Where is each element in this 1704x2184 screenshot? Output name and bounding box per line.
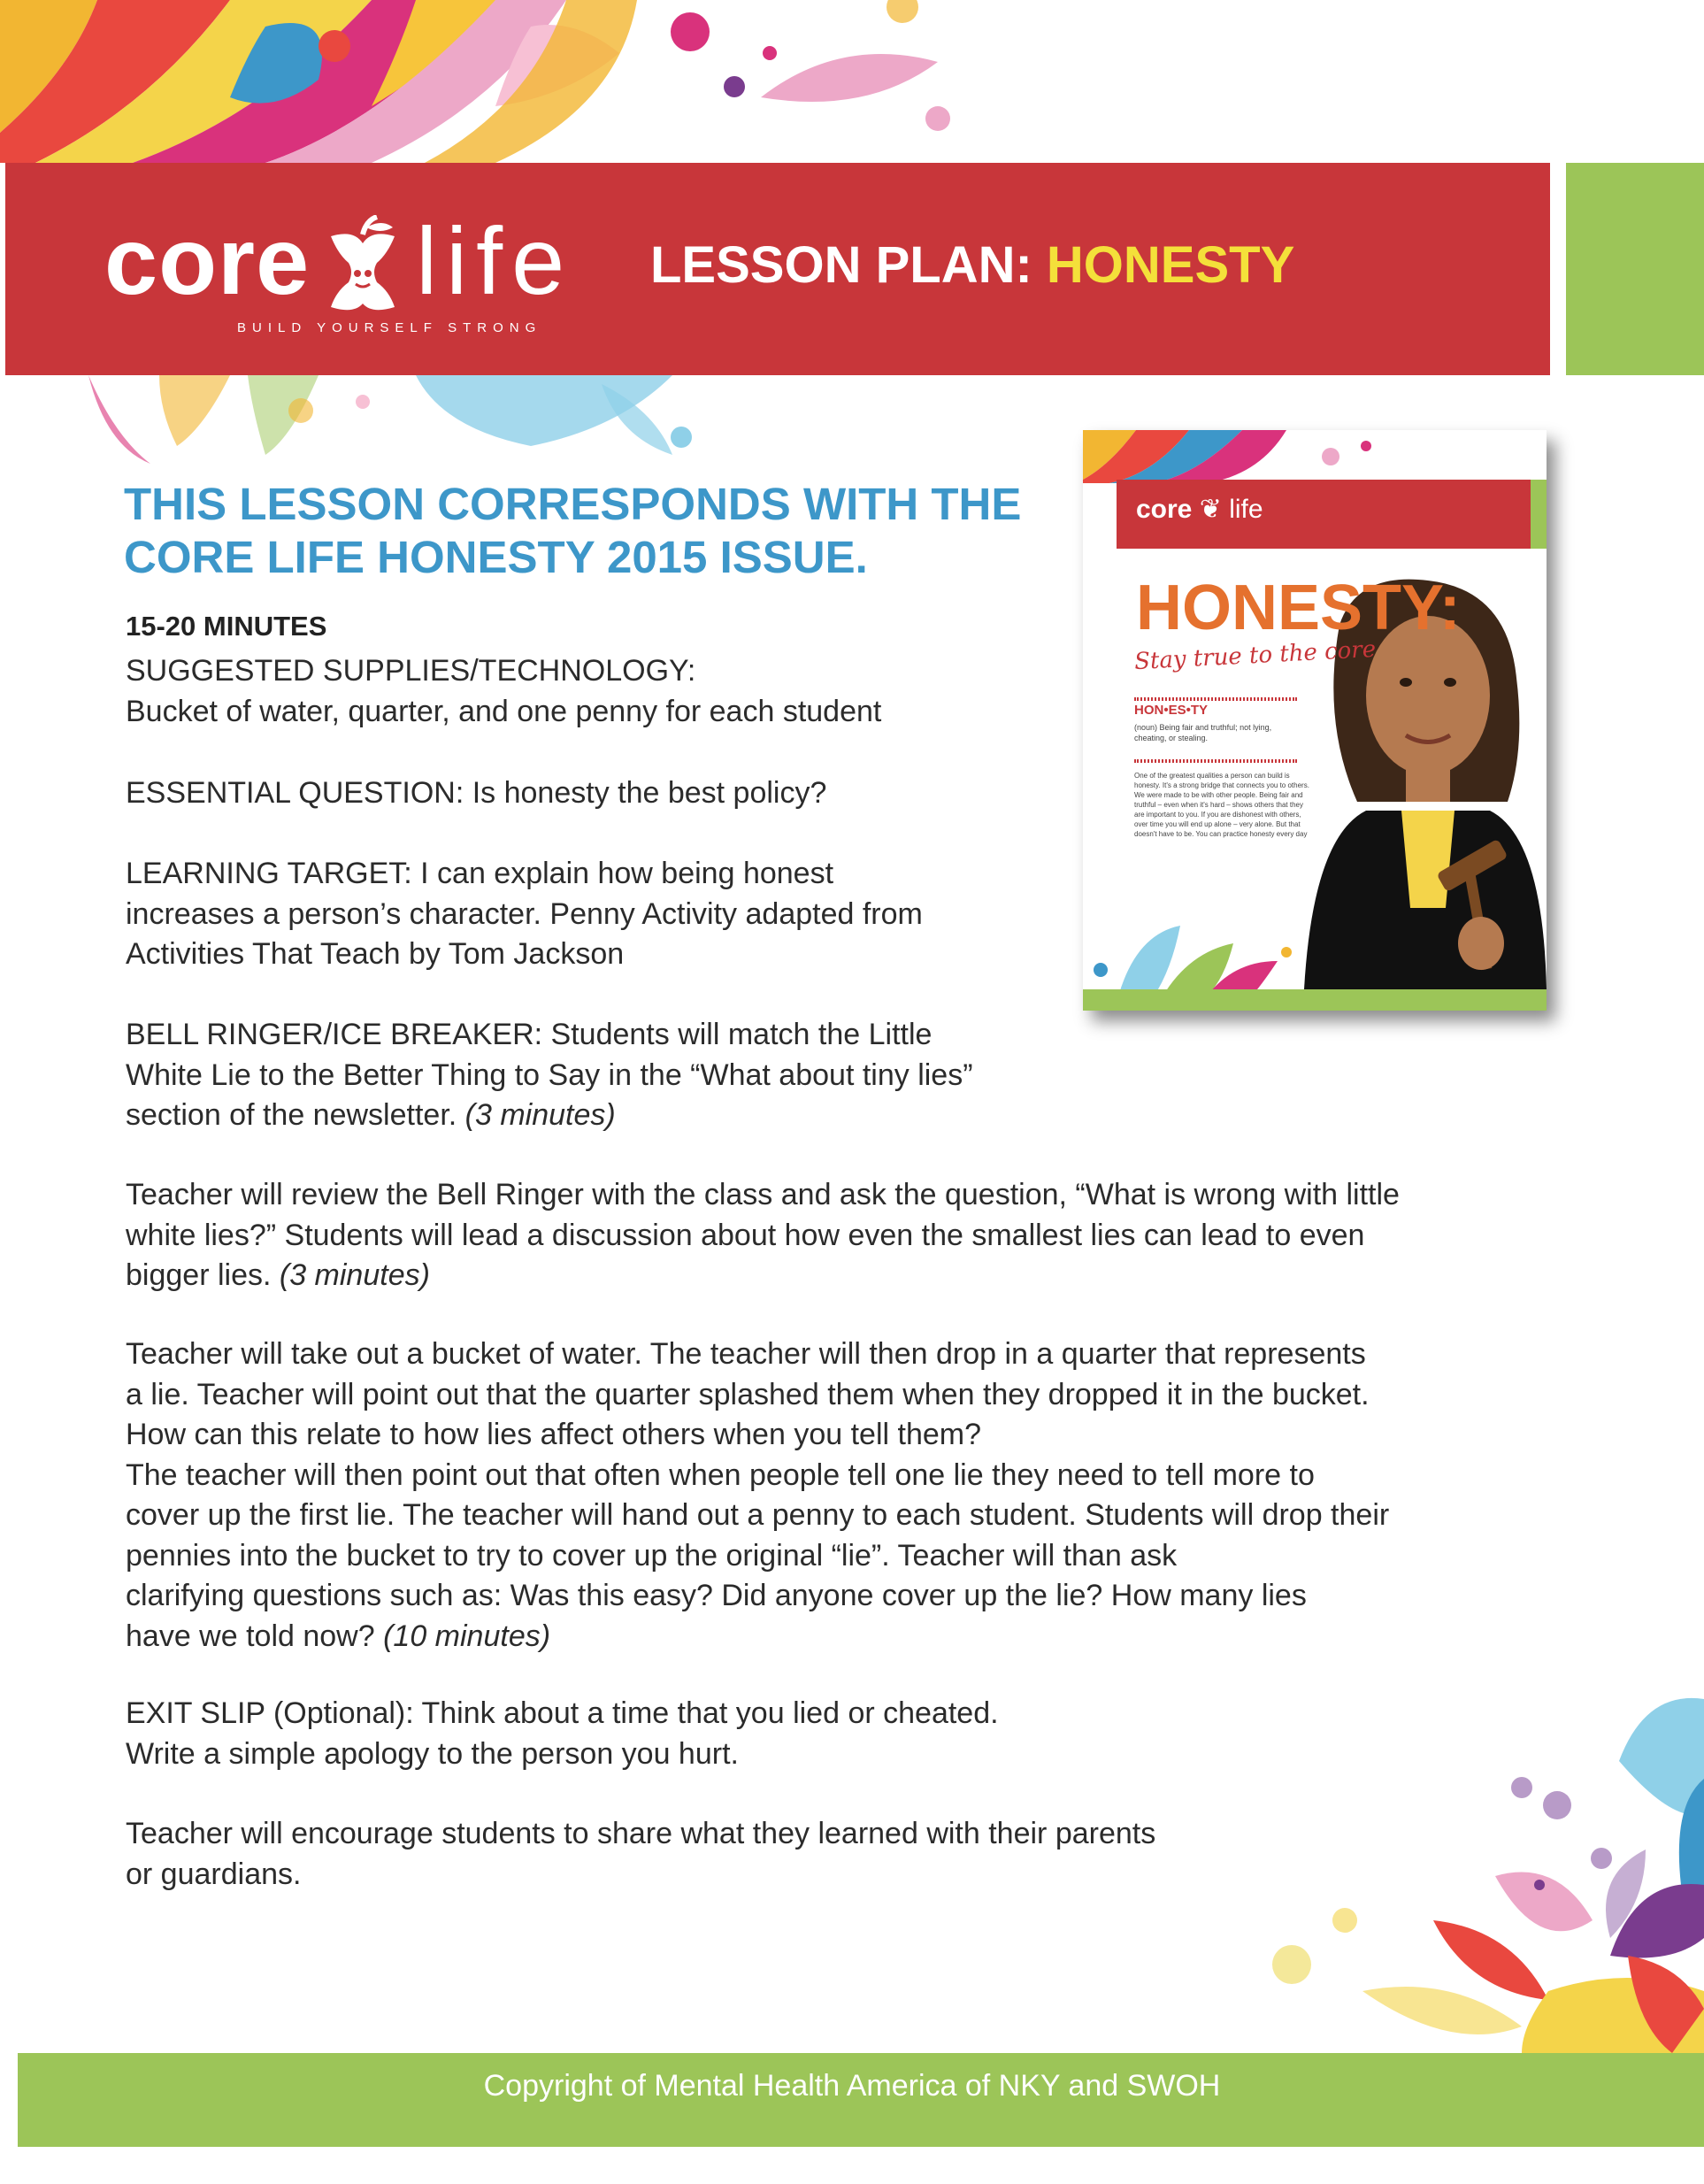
cover-accent-tab <box>1531 480 1547 549</box>
text-line: The teacher will then point out that often when people tell one lie they need to tell more to <box>126 1457 1315 1492</box>
activity-section <box>126 1334 1389 1657</box>
essential-question <box>126 773 826 814</box>
cover-logo-life: life <box>1229 495 1263 524</box>
splash-decoration-under-banner <box>0 375 708 473</box>
logo-tagline: BUILD YOURSELF STRONG <box>237 320 542 335</box>
cover-definition-word: HON•ES•TY <box>1134 703 1209 718</box>
text-line: Teacher will review the Bell Ringer with the class and ask the question, “What is wrong with little <box>126 1178 1400 1211</box>
splash-decoration-top <box>0 0 1017 163</box>
text-line: How can this relate to how lies affect others when you tell them? <box>126 1418 981 1451</box>
intro-line: CORE LIFE HONESTY 2015 ISSUE. <box>124 532 868 582</box>
cover-splash-bottom <box>1083 908 1313 996</box>
newsletter-cover-image <box>1083 430 1547 1011</box>
apple-core-icon: ❦ <box>1199 495 1222 524</box>
cover-splash-top <box>1083 430 1547 483</box>
cover-dotted-divider <box>1134 759 1297 763</box>
time-estimate: (3 minutes) <box>464 1098 616 1132</box>
corelife-logo <box>104 205 573 321</box>
text-line: a lie. Teacher will point out that the quarter splashed them when they dropped it in the bucket. <box>126 1377 1370 1411</box>
text-line: Teacher will take out a bucket of water. The teacher will then drop in a quarter that represents <box>126 1337 1366 1371</box>
cover-body-text: One of the greatest qualities a person can build is honesty. It's a strong bridge that connects you to others. We were made to be with other people. Being fair and truthful – even when it's hard – shows others that they are important to you. If you are dishonest with others, over time you will end up alone – very alone. But that doesn't have to be. You can practice honesty every day <box>1134 772 1309 838</box>
logo-word-core: core <box>104 207 311 314</box>
logo-word-life: life <box>416 207 574 314</box>
learning-target-section <box>126 854 923 975</box>
text-line: Activities That Teach by Tom Jackson <box>126 937 625 971</box>
page-title-topic: HONESTY <box>1046 236 1295 294</box>
text-line: increases a person’s character. Penny Activity adapted from <box>126 896 923 931</box>
text-line: clarifying questions such as: Was this easy? Did anyone cover up the lie? How many lies <box>126 1579 1307 1612</box>
text-line: EXIT SLIP (Optional): Think about a time that you lied or cheated. <box>126 1696 999 1730</box>
header-accent-tab <box>1566 163 1704 375</box>
lesson-duration: 15-20 MINUTES <box>126 611 327 642</box>
text-fragment: bigger lies. <box>126 1258 272 1292</box>
text-line: pennies into the bucket to try to cover up the original “lie”. Teacher will than ask <box>126 1538 1178 1573</box>
text-line: Teacher will encourage students to share what they learned with their parents <box>126 1817 1156 1850</box>
intro-heading <box>124 478 1062 584</box>
text-line: white lies?” Students will lead a discussion about how even the smallest lies can lead to even <box>126 1218 1365 1252</box>
bell-ringer-section <box>126 1015 973 1136</box>
closing-section <box>126 1814 1155 1895</box>
text-fragment: section of the newsletter. <box>126 1098 457 1132</box>
text-line <box>126 1617 1389 1657</box>
text-line: Write a simple apology to the person you hurt. <box>126 1736 739 1771</box>
essential-question-text: ESSENTIAL QUESTION: Is honesty the best policy? <box>126 776 827 810</box>
cover-footer-band <box>1083 989 1547 1011</box>
cover-logo <box>1136 494 1263 525</box>
splash-decoration-bottom-right <box>1256 1673 1704 2053</box>
cover-dotted-divider <box>1134 697 1297 701</box>
cover-definition: (noun) Being fair and truthful; not lying, cheating, or stealing. <box>1134 723 1272 742</box>
text-line: BELL RINGER/ICE BREAKER: Students will match the Little <box>126 1018 933 1051</box>
text-line <box>126 1096 973 1136</box>
text-line: or guardians. <box>126 1857 302 1891</box>
intro-line: THIS LESSON CORRESPONDS WITH THE <box>124 479 1022 529</box>
exit-slip-section <box>126 1694 999 1774</box>
text-line: cover up the first lie. The teacher will hand out a penny to each student. Students will drop their <box>126 1498 1390 1532</box>
page-title <box>650 235 1294 295</box>
text-line: LEARNING TARGET: I can explain how being honest <box>126 857 834 890</box>
time-estimate: (10 minutes) <box>383 1619 551 1653</box>
text-fragment: have we told now? <box>126 1619 375 1653</box>
cover-subtitle: Stay true to the core <box>1133 635 1377 676</box>
supplies-label: SUGGESTED SUPPLIES/TECHNOLOGY: <box>126 654 696 688</box>
review-section <box>126 1175 1400 1296</box>
apple-core-icon <box>319 215 407 321</box>
supplies-section <box>126 651 881 732</box>
supplies-text: Bucket of water, quarter, and one penny for each student <box>126 694 882 728</box>
copyright-text: Copyright of Mental Health America of NKY and SWOH <box>483 2069 1221 2103</box>
cover-logo-core: core <box>1136 495 1193 524</box>
time-estimate: (3 minutes) <box>279 1258 430 1292</box>
page-title-prefix: LESSON PLAN: <box>650 236 1047 294</box>
cover-title: HONESTY: <box>1136 573 1461 643</box>
text-line: White Lie to the Better Thing to Say in the “What about tiny lies” <box>126 1057 973 1092</box>
text-line <box>126 1256 1400 1296</box>
